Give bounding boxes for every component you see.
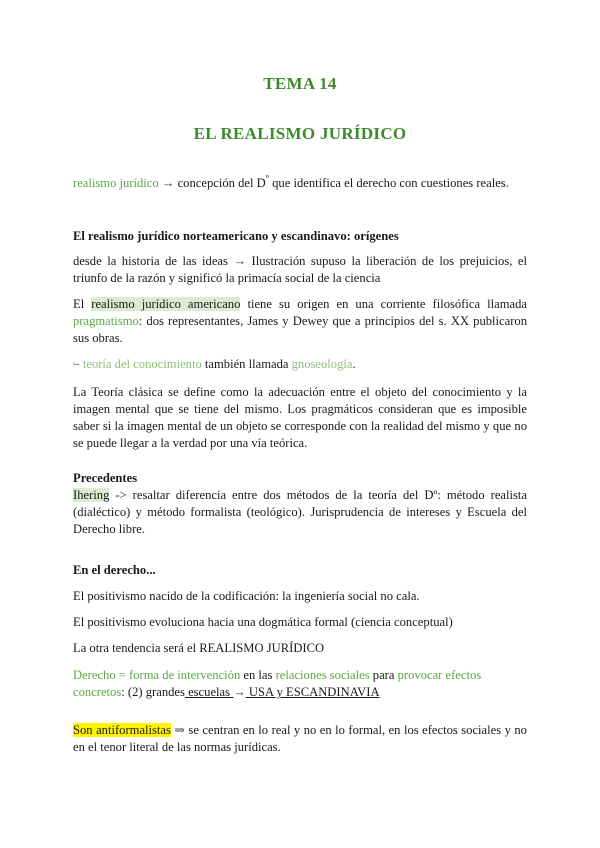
paragraph-pragmatismo (73, 296, 527, 347)
paragraph-antiformalistas (73, 722, 527, 756)
section-heading-origenes: El realismo jurídico norteamericano y escandinavo: orígenes (73, 229, 399, 243)
term-pragmatismo: pragmatismo (73, 314, 139, 328)
highlight-antiformalistas: Son antiformalistas (73, 723, 171, 737)
underlined-escuelas: escuelas (184, 685, 234, 699)
paragraph-positivismo-1: El positivismo nacido de la codificación: la ingeniería social no cala. (73, 589, 420, 603)
page-title: TEMA 14 (263, 74, 337, 93)
paragraph-positivismo-2: El positivismo evoluciona hacia una dogmática formal (ciencia conceptual) (73, 615, 453, 629)
paragraph-gnoseologia (73, 356, 527, 373)
highlight-realismo-americano: realismo jurídico americano (91, 297, 241, 311)
definition-paragraph (73, 171, 527, 192)
def-sup: º (265, 174, 269, 185)
double-arrow-icon: ⇒ (170, 723, 185, 737)
p2-text-b: tiene su origen en una corriente filosófica llamada (240, 297, 527, 311)
def-text-2: que identifica el derecho con cuestiones reales. (268, 176, 509, 191)
p1-text-a: desde la historia de las ideas (73, 254, 234, 268)
term-realismo: realismo jurídico (73, 176, 159, 191)
arrow-right-icon: → (161, 176, 175, 191)
p3-mid: también llamada (201, 357, 292, 371)
p2-text-c: : dos representantes, James y Dewey que a principios del s. XX publicaron sus obras. (73, 314, 527, 345)
p4-text-t4: para (369, 668, 398, 682)
arrow-right-icon: → (233, 685, 246, 699)
p4-text-t6: : (2) grandes (121, 685, 185, 699)
p2-text-a: El (73, 297, 92, 311)
term-forma-intervencion: Derecho = forma de intervención (73, 668, 241, 682)
ihering-text: -> resaltar diferencia entre dos métodos de la teoría del Dº: método realista (dialéctico) y método formalista (teológico). Jurisprudencia de intereses y Escuela del Derecho libre. (73, 488, 527, 536)
term-gnoseologia: gnoseología (291, 357, 353, 371)
antiformalistas-text: se centran en lo real y no en lo formal, en los efectos sociales y no en el tenor literal de las normas jurídicas. (73, 723, 527, 754)
section-heading-derecho: En el derecho... (73, 563, 156, 577)
p1-text-b: Ilustración supuso la liberación de los prejuicios, el triunfo de la razón y significó la primacía social de la ciencia (73, 254, 527, 285)
paragraph-ilustracion (73, 253, 527, 287)
underlined-usa-escandinavia: USA y ESCANDINAVIA (245, 685, 380, 699)
p3-end: . (352, 357, 356, 371)
term-teoria-conocimiento: teoría del conocimiento (79, 357, 202, 371)
p4-text-t2: en las (240, 668, 276, 682)
hook-arrow-icon: ↪ (73, 360, 80, 369)
def-text-1: concepción del D (174, 176, 266, 191)
arrow-right-icon: → (233, 254, 247, 268)
highlight-ihering: Ihering (73, 488, 110, 502)
page-subtitle: EL REALISMO JURÍDICO (193, 124, 407, 143)
paragraph-ihering (73, 487, 527, 538)
term-relaciones-sociales: relaciones sociales (275, 668, 370, 682)
paragraph-otra-tendencia: La otra tendencia será el REALISMO JURÍDICO (73, 641, 325, 655)
paragraph-teoria-clasica: La Teoría clásica se define como la adecuación entre el objeto del conocimiento y la imagen mental que se tiene del mismo. Los pragmáticos consideran que es imposible saber si la imagen mental de un objeto se corresponde con la realidad del mismo y que no se puede llegar a la verdad por una vía teórica. (73, 385, 527, 450)
paragraph-derecho-definicion (73, 667, 527, 701)
section-heading-precedentes: Precedentes (73, 471, 138, 485)
term-efectos-concretos: provocar efectos concretos (73, 668, 482, 699)
